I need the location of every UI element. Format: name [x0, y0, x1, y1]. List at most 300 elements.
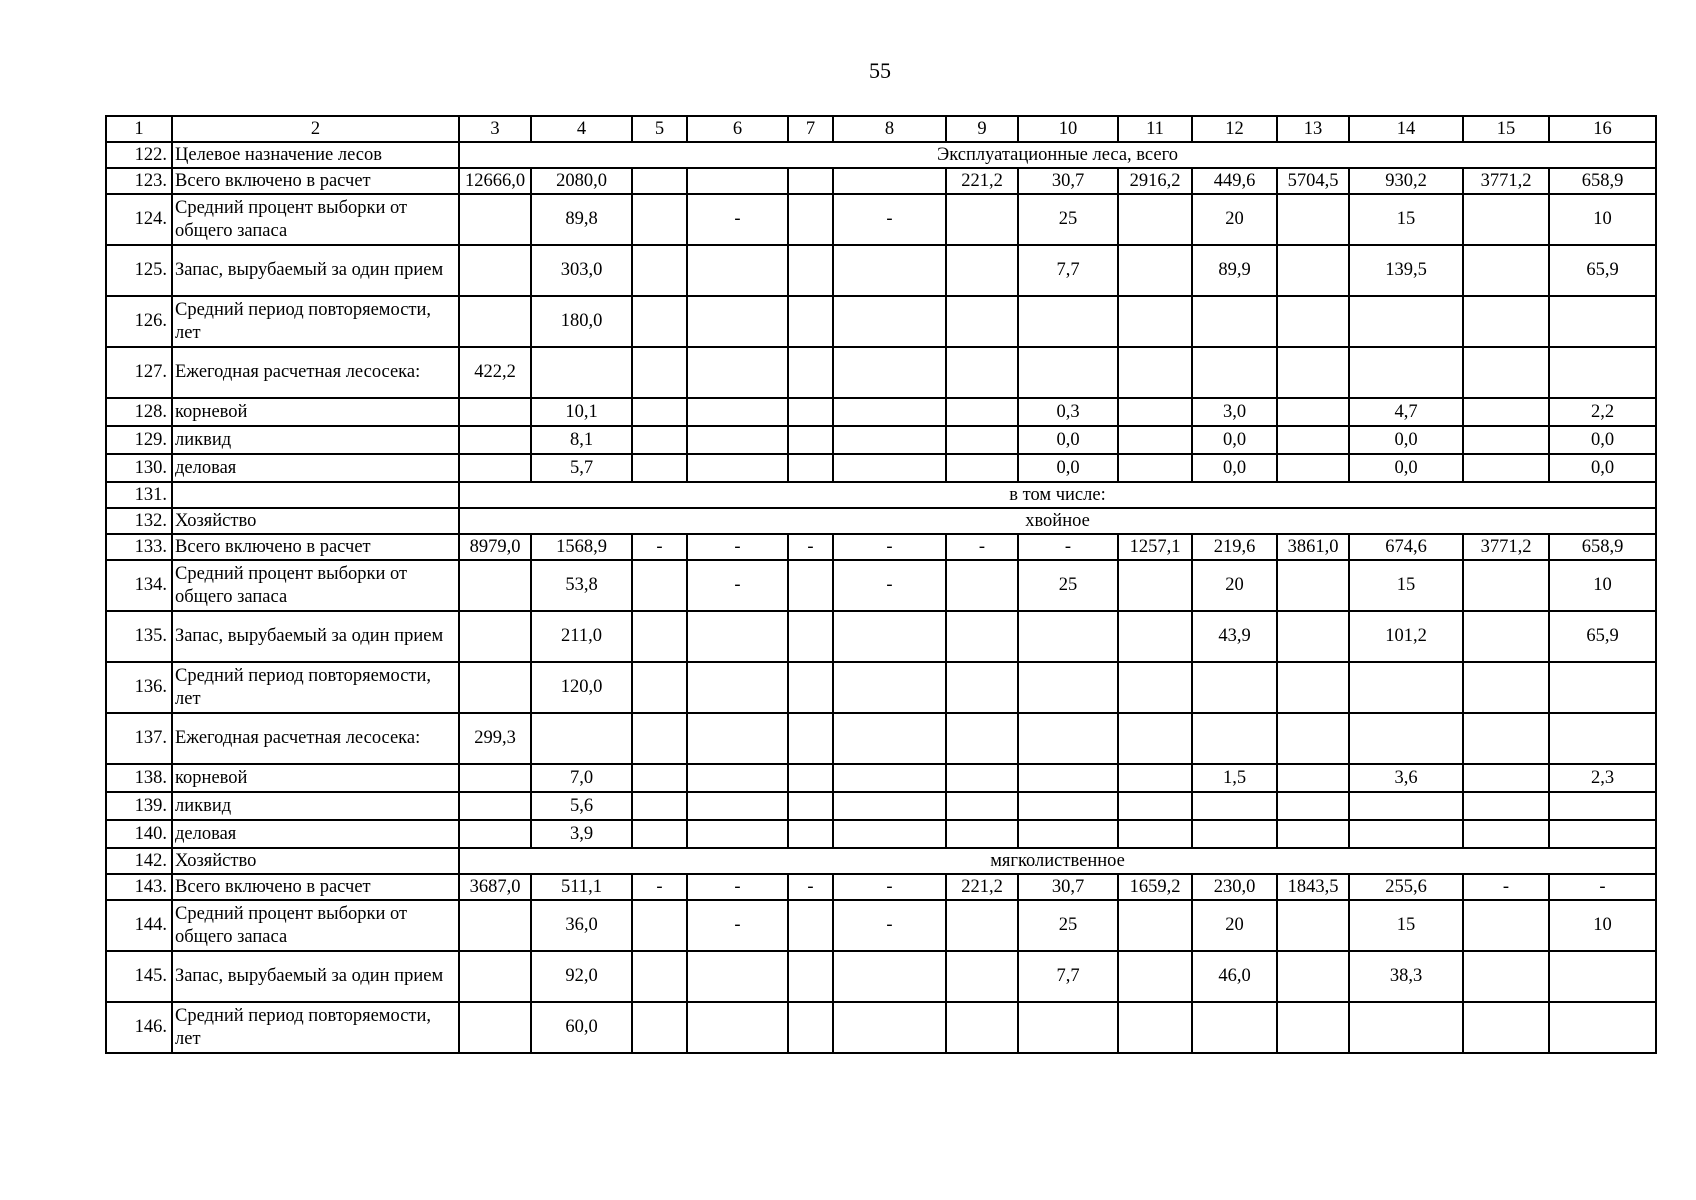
table-row — [106, 713, 1656, 764]
data-cell — [459, 398, 531, 426]
row-number-cell: 131. — [106, 482, 172, 508]
data-cell — [833, 792, 946, 820]
data-cell: - — [833, 560, 946, 611]
row-label-cell: деловая — [172, 820, 459, 848]
data-cell — [788, 168, 833, 194]
data-cell — [459, 560, 531, 611]
data-cell: 255,6 — [1349, 874, 1463, 900]
table-row — [106, 142, 1656, 168]
data-cell — [946, 1002, 1018, 1053]
row-label-cell: Запас, вырубаемый за один прием — [172, 951, 459, 1002]
data-cell: 38,3 — [1349, 951, 1463, 1002]
data-cell — [1277, 194, 1349, 245]
row-label-cell: Всего включено в расчет — [172, 874, 459, 900]
row-number-cell: 122. — [106, 142, 172, 168]
data-cell — [946, 245, 1018, 296]
data-cell — [1463, 764, 1549, 792]
data-cell — [459, 245, 531, 296]
data-cell — [788, 792, 833, 820]
data-cell — [687, 1002, 788, 1053]
data-cell — [946, 951, 1018, 1002]
data-cell — [1018, 347, 1118, 398]
data-cell — [632, 1002, 687, 1053]
column-number-header: 2 — [172, 116, 459, 142]
data-cell — [632, 951, 687, 1002]
data-cell: 30,7 — [1018, 168, 1118, 194]
section-heading-cell: в том числе: — [459, 482, 1656, 508]
data-cell — [632, 764, 687, 792]
data-cell: 3,6 — [1349, 764, 1463, 792]
data-cell: 219,6 — [1192, 534, 1277, 560]
data-cell — [632, 168, 687, 194]
row-number-cell: 144. — [106, 900, 172, 951]
data-cell: 25 — [1018, 560, 1118, 611]
data-cell — [1463, 713, 1549, 764]
data-cell — [1549, 1002, 1656, 1053]
data-cell — [632, 900, 687, 951]
data-cell — [1118, 792, 1192, 820]
data-cell — [632, 454, 687, 482]
data-cell: - — [1549, 874, 1656, 900]
data-cell — [946, 426, 1018, 454]
data-cell: - — [1463, 874, 1549, 900]
data-cell — [1192, 792, 1277, 820]
page-number: 55 — [869, 58, 891, 83]
data-cell — [1018, 1002, 1118, 1053]
data-cell: 2,3 — [1549, 764, 1656, 792]
data-cell: 10 — [1549, 194, 1656, 245]
column-number-header: 8 — [833, 116, 946, 142]
table-row — [106, 398, 1656, 426]
row-label-cell: Запас, вырубаемый за один прием — [172, 611, 459, 662]
data-cell — [1349, 347, 1463, 398]
row-number-cell: 133. — [106, 534, 172, 560]
data-cell — [632, 792, 687, 820]
table-row — [106, 611, 1656, 662]
data-cell: - — [788, 874, 833, 900]
data-cell — [1349, 820, 1463, 848]
data-cell — [687, 792, 788, 820]
data-cell — [459, 764, 531, 792]
row-label-cell: Средний период повторяемости, лет — [172, 1002, 459, 1053]
data-cell — [1277, 713, 1349, 764]
data-cell — [1277, 245, 1349, 296]
data-cell: - — [632, 534, 687, 560]
data-cell: 1568,9 — [531, 534, 632, 560]
data-cell — [788, 245, 833, 296]
data-cell — [1349, 662, 1463, 713]
data-cell — [632, 713, 687, 764]
data-cell — [788, 398, 833, 426]
row-number-cell: 123. — [106, 168, 172, 194]
row-label-cell: Средний период повторяемости, лет — [172, 296, 459, 347]
data-cell — [1349, 713, 1463, 764]
data-cell — [1549, 347, 1656, 398]
table-row — [106, 764, 1656, 792]
data-cell — [1463, 792, 1549, 820]
row-label-cell: Ежегодная расчетная лесосека: — [172, 347, 459, 398]
column-number-header: 7 — [788, 116, 833, 142]
data-cell: 89,9 — [1192, 245, 1277, 296]
data-cell — [788, 662, 833, 713]
forest-estimate-table — [105, 115, 1657, 1054]
row-number-cell: 143. — [106, 874, 172, 900]
table-row — [106, 296, 1656, 347]
data-cell — [459, 426, 531, 454]
data-cell — [946, 398, 1018, 426]
data-cell — [1192, 820, 1277, 848]
data-cell — [632, 662, 687, 713]
data-cell: 211,0 — [531, 611, 632, 662]
data-cell — [459, 454, 531, 482]
data-cell — [946, 560, 1018, 611]
data-cell — [687, 662, 788, 713]
data-cell — [1463, 662, 1549, 713]
data-cell: 7,7 — [1018, 951, 1118, 1002]
data-cell — [833, 347, 946, 398]
data-cell: 658,9 — [1549, 534, 1656, 560]
data-cell: 60,0 — [531, 1002, 632, 1053]
data-cell — [632, 347, 687, 398]
data-cell: - — [687, 874, 788, 900]
data-cell: 0,0 — [1018, 426, 1118, 454]
row-number-cell: 146. — [106, 1002, 172, 1053]
data-cell: 449,6 — [1192, 168, 1277, 194]
table-row — [106, 508, 1656, 534]
data-cell: 3861,0 — [1277, 534, 1349, 560]
data-cell: 5704,5 — [1277, 168, 1349, 194]
data-cell — [1118, 296, 1192, 347]
data-cell — [1277, 951, 1349, 1002]
data-cell — [946, 296, 1018, 347]
data-cell — [1118, 900, 1192, 951]
data-cell — [833, 713, 946, 764]
row-label-cell: Запас, вырубаемый за один прием — [172, 245, 459, 296]
data-cell: 5,7 — [531, 454, 632, 482]
data-cell: 10,1 — [531, 398, 632, 426]
data-cell — [833, 662, 946, 713]
data-cell: 120,0 — [531, 662, 632, 713]
data-cell — [788, 764, 833, 792]
data-cell — [632, 426, 687, 454]
data-cell — [1349, 296, 1463, 347]
data-cell — [1192, 713, 1277, 764]
data-cell — [788, 951, 833, 1002]
data-cell — [632, 296, 687, 347]
data-cell: 20 — [1192, 194, 1277, 245]
data-cell — [687, 398, 788, 426]
table-row — [106, 900, 1656, 951]
data-cell — [1018, 611, 1118, 662]
data-cell — [1018, 792, 1118, 820]
data-cell — [946, 662, 1018, 713]
data-cell: 25 — [1018, 900, 1118, 951]
table-row — [106, 1002, 1656, 1053]
data-cell — [632, 245, 687, 296]
data-cell: 180,0 — [531, 296, 632, 347]
data-cell — [1018, 662, 1118, 713]
data-cell: 1,5 — [1192, 764, 1277, 792]
data-cell: 4,7 — [1349, 398, 1463, 426]
data-cell — [459, 820, 531, 848]
row-label-cell: Всего включено в расчет — [172, 168, 459, 194]
row-label-cell: Средний период повторяемости, лет — [172, 662, 459, 713]
data-cell — [1463, 820, 1549, 848]
data-cell: 2080,0 — [531, 168, 632, 194]
data-cell: 8,1 — [531, 426, 632, 454]
row-number-cell: 125. — [106, 245, 172, 296]
column-number-header: 12 — [1192, 116, 1277, 142]
data-cell — [459, 194, 531, 245]
data-cell: 36,0 — [531, 900, 632, 951]
data-cell — [687, 245, 788, 296]
data-cell — [1192, 296, 1277, 347]
data-cell — [1349, 792, 1463, 820]
data-cell: - — [946, 534, 1018, 560]
row-label-cell: Хозяйство — [172, 508, 459, 534]
column-number-header: 14 — [1349, 116, 1463, 142]
row-label-cell: Всего включено в расчет — [172, 534, 459, 560]
row-label-cell: Ежегодная расчетная лесосека: — [172, 713, 459, 764]
data-cell — [946, 347, 1018, 398]
data-cell: 230,0 — [1192, 874, 1277, 900]
data-cell — [632, 820, 687, 848]
data-cell: 0,0 — [1349, 426, 1463, 454]
data-cell — [833, 764, 946, 792]
table-row — [106, 874, 1656, 900]
data-cell: - — [687, 900, 788, 951]
data-cell: 1843,5 — [1277, 874, 1349, 900]
data-cell — [946, 792, 1018, 820]
data-cell: 0,0 — [1549, 426, 1656, 454]
data-cell — [1118, 611, 1192, 662]
data-cell — [687, 296, 788, 347]
table-row — [106, 482, 1656, 508]
data-cell: 3771,2 — [1463, 534, 1549, 560]
data-cell — [1118, 245, 1192, 296]
column-number-header: 1 — [106, 116, 172, 142]
column-number-header: 13 — [1277, 116, 1349, 142]
data-cell — [1277, 398, 1349, 426]
data-cell — [1463, 194, 1549, 245]
data-cell: 3687,0 — [459, 874, 531, 900]
column-number-header: 15 — [1463, 116, 1549, 142]
data-cell — [1277, 820, 1349, 848]
data-cell: 303,0 — [531, 245, 632, 296]
row-label-cell: Средний процент выборки от общего запаса — [172, 560, 459, 611]
data-cell: 1659,2 — [1118, 874, 1192, 900]
data-cell — [531, 347, 632, 398]
section-heading-cell: хвойное — [459, 508, 1656, 534]
data-cell — [1277, 662, 1349, 713]
data-cell — [1549, 792, 1656, 820]
data-cell — [632, 560, 687, 611]
data-cell — [1549, 296, 1656, 347]
data-cell: - — [687, 534, 788, 560]
row-number-cell: 145. — [106, 951, 172, 1002]
data-cell — [1277, 792, 1349, 820]
data-cell — [1549, 820, 1656, 848]
row-label-cell: корневой — [172, 764, 459, 792]
data-cell — [687, 168, 788, 194]
data-cell — [459, 662, 531, 713]
row-label-cell — [172, 482, 459, 508]
data-cell: - — [833, 194, 946, 245]
data-cell — [1463, 296, 1549, 347]
data-cell — [788, 426, 833, 454]
data-cell — [1277, 296, 1349, 347]
data-cell: 674,6 — [1349, 534, 1463, 560]
data-cell — [833, 168, 946, 194]
data-cell — [632, 611, 687, 662]
data-cell — [1463, 398, 1549, 426]
data-cell — [833, 611, 946, 662]
table-row — [106, 792, 1656, 820]
data-cell: 5,6 — [531, 792, 632, 820]
data-cell: 43,9 — [1192, 611, 1277, 662]
data-cell — [1349, 1002, 1463, 1053]
data-cell — [1463, 900, 1549, 951]
data-cell — [833, 245, 946, 296]
data-cell — [1118, 347, 1192, 398]
data-cell — [687, 347, 788, 398]
data-cell — [1018, 296, 1118, 347]
table-row — [106, 245, 1656, 296]
data-cell: 10 — [1549, 560, 1656, 611]
data-cell — [788, 611, 833, 662]
row-number-cell: 134. — [106, 560, 172, 611]
row-number-cell: 140. — [106, 820, 172, 848]
data-cell — [1549, 951, 1656, 1002]
data-cell — [459, 951, 531, 1002]
data-cell — [1118, 951, 1192, 1002]
row-label-cell: Средний процент выборки от общего запаса — [172, 194, 459, 245]
data-cell: 2916,2 — [1118, 168, 1192, 194]
section-heading-cell: Эксплуатационные леса, всего — [459, 142, 1656, 168]
table-row — [106, 848, 1656, 874]
data-cell — [459, 1002, 531, 1053]
row-number-cell: 126. — [106, 296, 172, 347]
data-cell — [1277, 900, 1349, 951]
table-row — [106, 194, 1656, 245]
data-cell — [946, 713, 1018, 764]
data-cell: 221,2 — [946, 874, 1018, 900]
data-cell: 65,9 — [1549, 245, 1656, 296]
row-number-cell: 136. — [106, 662, 172, 713]
data-cell — [1118, 764, 1192, 792]
data-cell — [1018, 764, 1118, 792]
data-cell — [1018, 713, 1118, 764]
table-row — [106, 534, 1656, 560]
row-number-cell: 129. — [106, 426, 172, 454]
data-cell — [1463, 951, 1549, 1002]
data-cell — [1118, 820, 1192, 848]
data-cell: 25 — [1018, 194, 1118, 245]
data-cell — [687, 713, 788, 764]
row-number-cell: 135. — [106, 611, 172, 662]
data-cell — [1463, 426, 1549, 454]
table-row — [106, 454, 1656, 482]
data-cell: 65,9 — [1549, 611, 1656, 662]
data-cell — [833, 454, 946, 482]
data-cell — [788, 560, 833, 611]
data-cell: 0,0 — [1192, 426, 1277, 454]
data-cell — [1277, 426, 1349, 454]
data-cell — [687, 764, 788, 792]
row-number-cell: 130. — [106, 454, 172, 482]
data-cell: 15 — [1349, 194, 1463, 245]
data-cell: 12666,0 — [459, 168, 531, 194]
data-cell — [1277, 1002, 1349, 1053]
column-number-header: 6 — [687, 116, 788, 142]
column-number-header: 5 — [632, 116, 687, 142]
data-cell — [1118, 662, 1192, 713]
data-cell — [1463, 611, 1549, 662]
data-cell: 7,7 — [1018, 245, 1118, 296]
data-cell — [946, 454, 1018, 482]
data-cell — [1018, 820, 1118, 848]
data-cell: 20 — [1192, 900, 1277, 951]
data-cell — [1118, 713, 1192, 764]
column-number-header: 16 — [1549, 116, 1656, 142]
data-cell: 0,0 — [1349, 454, 1463, 482]
data-cell — [1549, 713, 1656, 764]
data-cell — [1118, 560, 1192, 611]
data-cell — [788, 1002, 833, 1053]
row-number-cell: 128. — [106, 398, 172, 426]
data-cell — [946, 194, 1018, 245]
data-cell: 0,0 — [1018, 454, 1118, 482]
data-cell — [1463, 454, 1549, 482]
column-number-header: 4 — [531, 116, 632, 142]
data-cell: 15 — [1349, 900, 1463, 951]
column-number-header: 3 — [459, 116, 531, 142]
data-cell — [1549, 662, 1656, 713]
data-cell — [632, 194, 687, 245]
data-cell: 30,7 — [1018, 874, 1118, 900]
data-cell — [1118, 426, 1192, 454]
data-cell: 10 — [1549, 900, 1656, 951]
row-label-cell: корневой — [172, 398, 459, 426]
data-cell: - — [833, 900, 946, 951]
data-cell: 3,9 — [531, 820, 632, 848]
row-number-cell: 142. — [106, 848, 172, 874]
data-cell: - — [1018, 534, 1118, 560]
data-cell — [687, 611, 788, 662]
data-cell: 7,0 — [531, 764, 632, 792]
data-cell — [687, 454, 788, 482]
data-cell — [1277, 347, 1349, 398]
data-cell — [1192, 662, 1277, 713]
table-row — [106, 426, 1656, 454]
row-label-cell: деловая — [172, 454, 459, 482]
row-number-cell: 124. — [106, 194, 172, 245]
data-cell — [833, 296, 946, 347]
data-cell — [459, 611, 531, 662]
data-cell — [459, 900, 531, 951]
data-cell — [459, 296, 531, 347]
data-cell — [788, 454, 833, 482]
data-cell: 92,0 — [531, 951, 632, 1002]
row-number-cell: 127. — [106, 347, 172, 398]
data-cell: 0,3 — [1018, 398, 1118, 426]
data-cell — [946, 764, 1018, 792]
row-label-cell: Средний процент выборки от общего запаса — [172, 900, 459, 951]
data-cell: 15 — [1349, 560, 1463, 611]
data-cell — [687, 951, 788, 1002]
column-number-header: 10 — [1018, 116, 1118, 142]
data-cell: 0,0 — [1192, 454, 1277, 482]
